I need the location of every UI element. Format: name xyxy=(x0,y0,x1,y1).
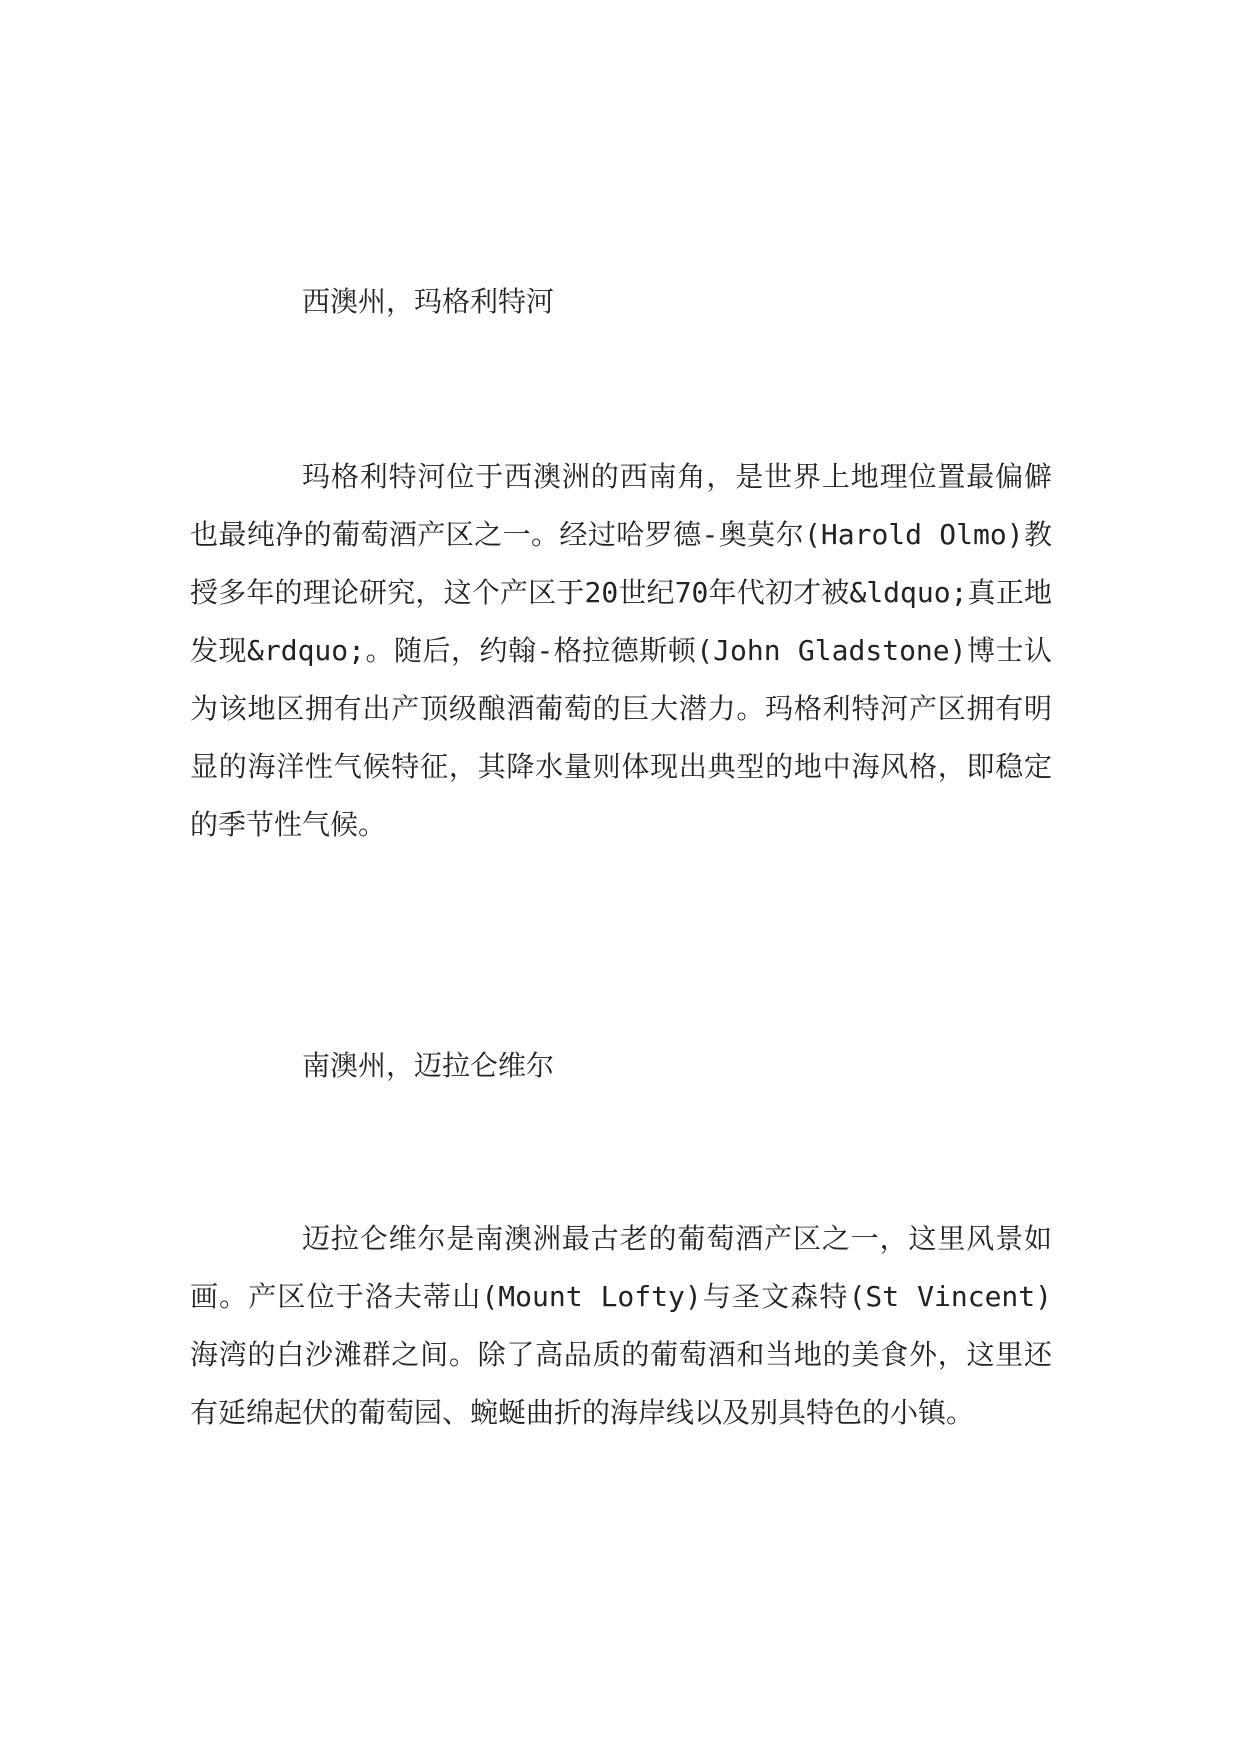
section-heading-mclaren-vale: 南澳州，迈拉仑维尔 xyxy=(302,1049,555,1082)
section-paragraph-margaret-river: 玛格利特河位于西澳洲的西南角，是世界上地理位置最偏僻也最纯净的葡萄酒产区之一。经过哈罗德-奥莫尔(Harold Olmo)教授多年的理论研究，这个产区于20世纪70年代初才被&ldquo;真正地发现&rdquo;。随后，约翰-格拉德斯顿(John Gladstone)博士认为该地区拥有出产顶级酿酒葡萄的巨大潜力。玛格利特河产区拥有明显的海洋性气候特征，其降水量则体现出典型的地中海风格，即稳定的季节性气候。 xyxy=(190,460,1052,841)
section-paragraph-mclaren-vale: 迈拉仑维尔是南澳洲最古老的葡萄酒产区之一，这里风景如画。产区位于洛夫蒂山(Mount Lofty)与圣文森特(St Vincent)海湾的白沙滩群之间。除了高品质的葡萄酒和当地的美食外，这里还有延绵起伏的葡萄园、蜿蜒曲折的海岸线以及别具特色的小镇。 xyxy=(190,1222,1052,1429)
section-heading-margaret-river: 西澳州，玛格利特河 xyxy=(302,285,555,318)
